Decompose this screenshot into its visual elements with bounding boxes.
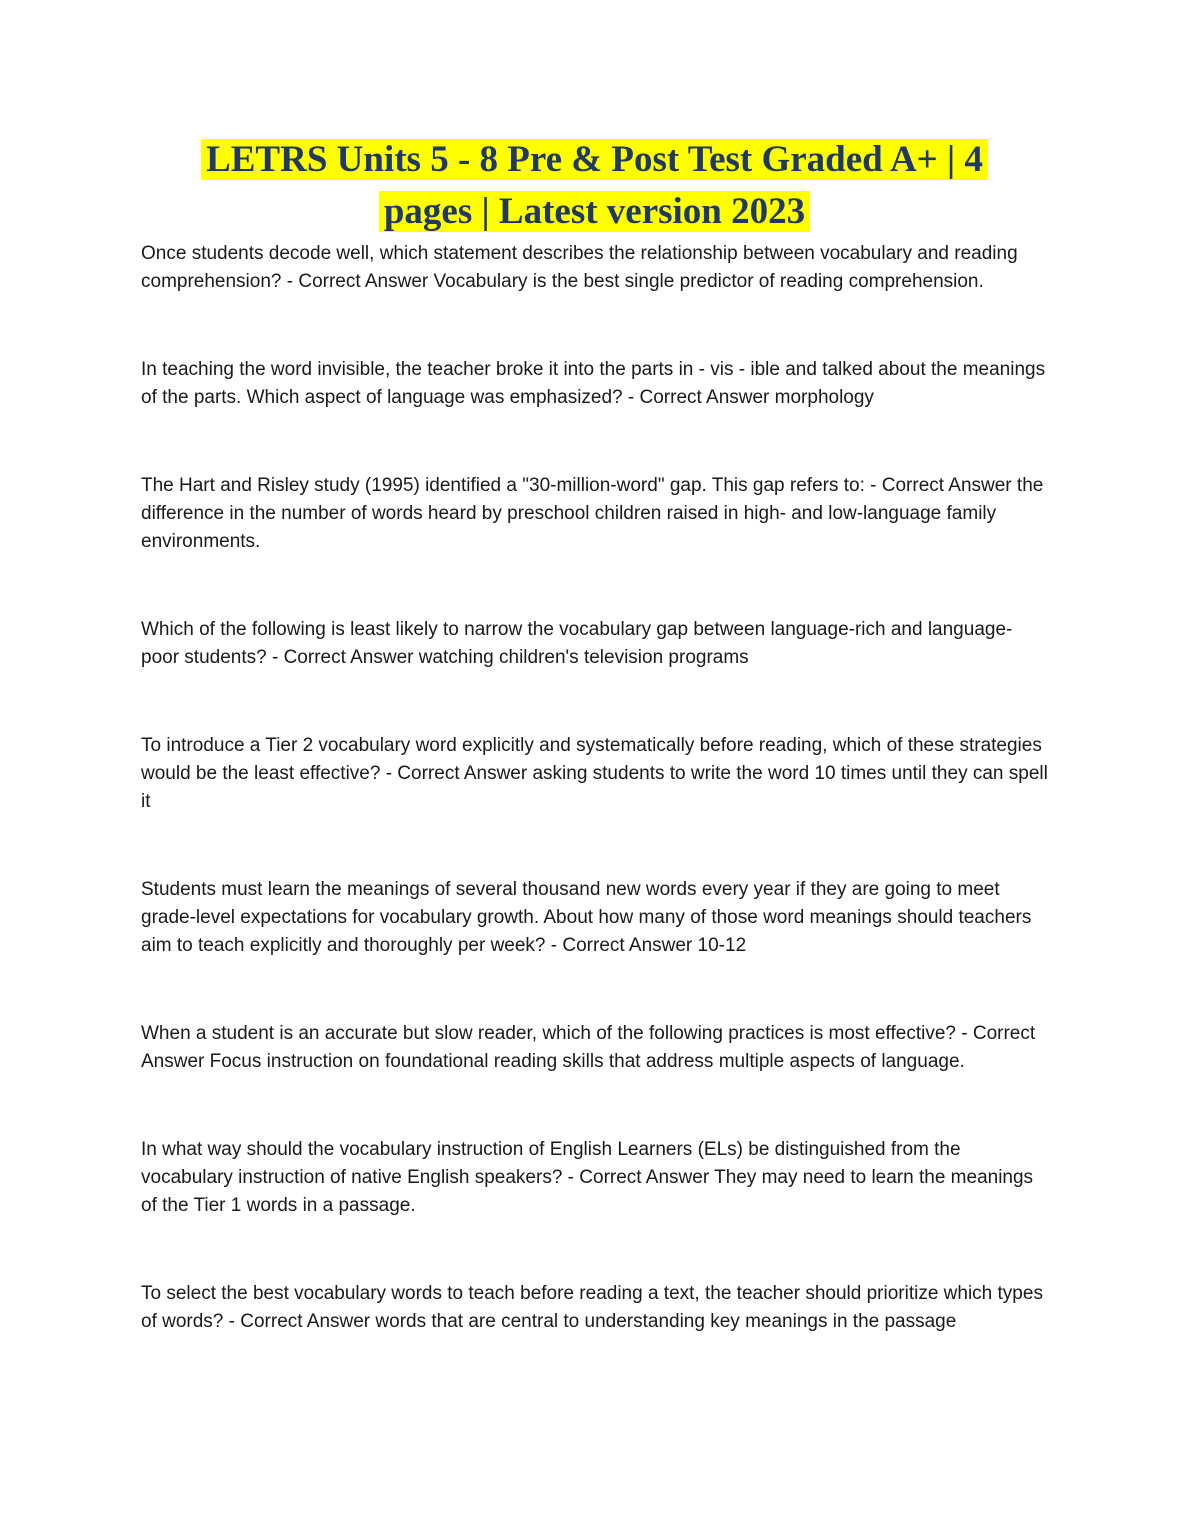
title-line [141, 186, 1048, 238]
qa-paragraph: In teaching the word invisible, the teacher broke it into the parts in - vis - ible and talked about the meanings of the parts. Which aspect of language was emphasized? - Correct Answer morphology [141, 359, 1046, 408]
title-highlight-line-1: LETRS Units 5 - 8 Pre & Post Test Graded A+ | 4 [201, 139, 988, 180]
qa-paragraph: In what way should the vocabulary instruction of English Learners (ELs) be distinguished from the vocabulary instruction of native English speakers? - Correct Answer They may need to learn the meanings of the Tier 1 words in a passage. [141, 1139, 1034, 1216]
qa-paragraph: When a student is an accurate but slow reader, which of the following practices is most effective? - Correct Answer Focus instruction on foundational reading skills that address multiple aspects of language. [141, 1023, 1036, 1072]
title-highlight-line-2: pages | Latest version 2023 [379, 191, 810, 232]
document-title [141, 134, 1048, 238]
title-line [141, 134, 1048, 186]
qa-paragraph: Which of the following is least likely to narrow the vocabulary gap between language-rich and language-poor students? - Correct Answer watching children's television programs [141, 619, 1013, 668]
qa-paragraph: To select the best vocabulary words to teach before reading a text, the teacher should prioritize which types of words? - Correct Answer words that are central to understanding key meanings in the passage [141, 1283, 1043, 1332]
document-body [141, 240, 1048, 1336]
qa-paragraph: The Hart and Risley study (1995) identified a "30-million-word" gap. This gap refers to: - Correct Answer the difference in the number of words heard by preschool children raised in high- and low-language family environments. [141, 475, 1044, 552]
qa-paragraph: To introduce a Tier 2 vocabulary word explicitly and systematically before reading, which of these strategies would be the least effective? - Correct Answer asking students to write the word 10 times until they can spell it [141, 735, 1048, 812]
qa-paragraph: Once students decode well, which statement describes the relationship between vocabulary and reading comprehension? - Correct Answer Vocabulary is the best single predictor of reading comprehension. [141, 243, 1018, 292]
qa-paragraph: Students must learn the meanings of several thousand new words every year if they are going to meet grade-level expectations for vocabulary growth. About how many of those word meanings should teachers aim to teach explicitly and thoroughly per week? - Correct Answer 10-12 [141, 879, 1032, 956]
